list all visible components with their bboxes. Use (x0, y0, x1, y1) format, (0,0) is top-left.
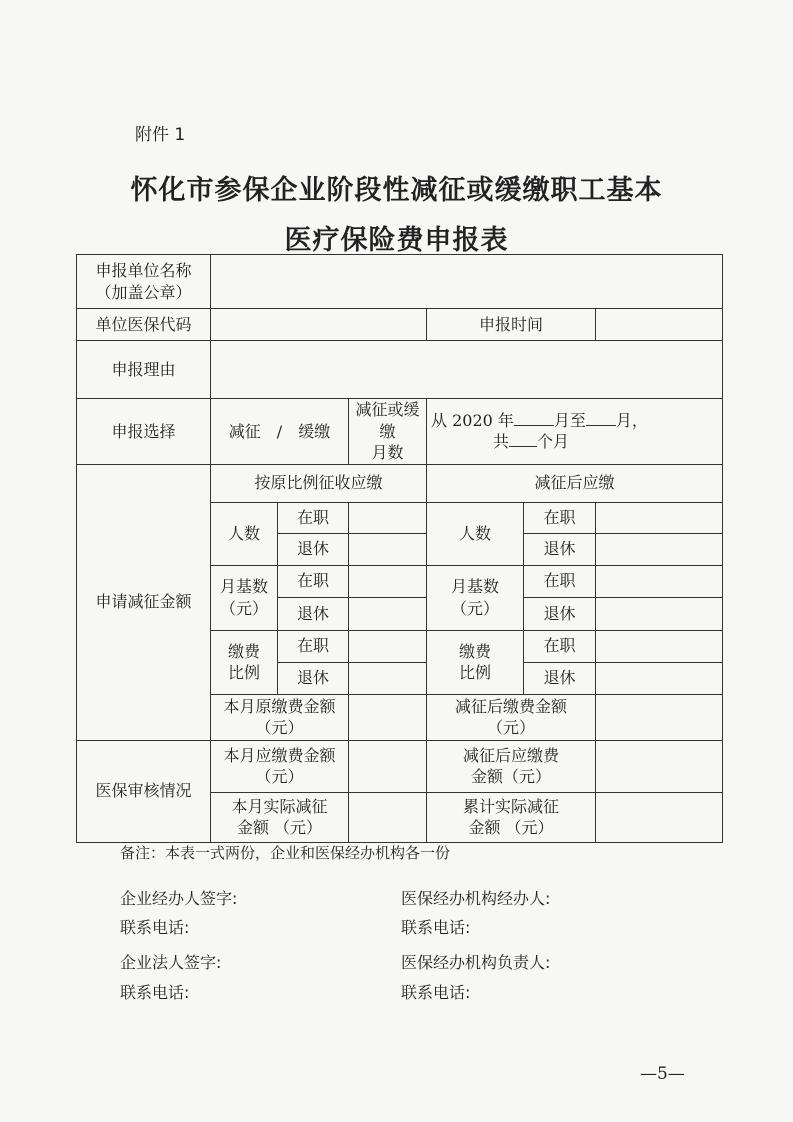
period-month-to: 月至 (553, 410, 586, 430)
orig-headcount-retired: 退休 (278, 533, 349, 565)
actual-label: 本月实际减征 金额 （元） (211, 792, 349, 842)
orig-base-retired: 退休 (278, 597, 349, 630)
report-time-field[interactable] (596, 309, 723, 341)
reduced-header: 减征后应缴 (427, 464, 723, 502)
insurer-agent-phone: 联系电话: (401, 918, 471, 937)
red-headcount-retired-field[interactable] (596, 533, 723, 565)
red-headcount-active-field[interactable] (596, 502, 723, 533)
orig-headcount-retired-field[interactable] (349, 533, 427, 565)
due-field[interactable] (349, 740, 427, 792)
original-header: 按原比例征收应缴 (211, 464, 427, 502)
report-time-label: 申报时间 (427, 309, 596, 341)
orig-amount-field[interactable] (349, 694, 427, 740)
orig-rate-label: 缴费 比例 (211, 630, 278, 694)
orig-base-label: 月基数 （元） (211, 565, 278, 630)
reduced-due-field[interactable] (596, 740, 723, 792)
apply-amount-label: 申请减征金额 (77, 464, 211, 740)
due-label: 本月应缴费金额 （元） (211, 740, 349, 792)
period-from: 从 2020 年 (431, 410, 514, 430)
unit-name-field[interactable] (211, 255, 723, 309)
agent-phone: 联系电话: (120, 918, 190, 937)
attachment-label: 附件 1 (135, 125, 186, 145)
orig-headcount-active: 在职 (278, 502, 349, 533)
period-month: 月， (615, 410, 648, 430)
period-field[interactable] (427, 399, 723, 465)
red-rate-active: 在职 (524, 630, 596, 662)
insurer-head: 医保经办机构负责人: (401, 953, 551, 972)
orig-rate-retired: 退休 (278, 662, 349, 694)
unit-code-field[interactable] (211, 309, 427, 341)
orig-base-retired-field[interactable] (349, 597, 427, 630)
red-base-retired-field[interactable] (596, 597, 723, 630)
reduced-amount-label: 减征后缴费金额 （元） (427, 694, 596, 740)
unit-name-label: 申报单位名称 （加盖公章） (77, 255, 211, 309)
red-headcount-label: 人数 (427, 502, 524, 565)
orig-rate-retired-field[interactable] (349, 662, 427, 694)
page-title-line1: 怀化市参保企业阶段性减征或缓缴职工基本 (130, 175, 663, 206)
red-base-active: 在职 (524, 565, 596, 597)
page-title-line2: 医疗保险费申报表 (284, 225, 509, 256)
choice-value[interactable]: 减征 / 缓缴 (211, 399, 349, 465)
agent-sign: 企业经办人签字: (120, 889, 238, 908)
orig-base-active: 在职 (278, 565, 349, 597)
red-rate-active-field[interactable] (596, 630, 723, 662)
period-months: 个月 (537, 432, 570, 452)
period-total: 共 (493, 432, 510, 452)
red-base-retired: 退休 (524, 597, 596, 630)
insurer-head-phone: 联系电话: (401, 983, 471, 1002)
choice-label: 申报选择 (77, 399, 211, 465)
cumulative-label: 累计实际减征 金额 （元） (427, 792, 596, 842)
unit-code-label: 单位医保代码 (77, 309, 211, 341)
red-headcount-retired: 退休 (524, 533, 596, 565)
orig-headcount-label: 人数 (211, 502, 278, 565)
red-base-active-field[interactable] (596, 565, 723, 597)
actual-field[interactable] (349, 792, 427, 842)
reduced-due-label: 减征后应缴费 金额（元） (427, 740, 596, 792)
declaration-form-table (76, 254, 723, 843)
reduced-amount-field[interactable] (596, 694, 723, 740)
reason-label: 申报理由 (77, 341, 211, 399)
red-base-label: 月基数 （元） (427, 565, 524, 630)
cumulative-field[interactable] (596, 792, 723, 842)
orig-amount-label: 本月原缴费金额 （元） (211, 694, 349, 740)
red-rate-retired-field[interactable] (596, 662, 723, 694)
red-rate-retired: 退休 (524, 662, 596, 694)
red-headcount-active: 在职 (524, 502, 596, 533)
legal-phone: 联系电话: (120, 983, 190, 1002)
orig-rate-active-field[interactable] (349, 630, 427, 662)
legal-sign: 企业法人签字: (120, 953, 222, 972)
months-label: 减征或缓缴 月数 (349, 399, 427, 465)
reason-field[interactable] (211, 341, 723, 399)
review-label: 医保审核情况 (77, 740, 211, 842)
orig-rate-active: 在职 (278, 630, 349, 662)
orig-base-active-field[interactable] (349, 565, 427, 597)
insurer-agent: 医保经办机构经办人: (401, 889, 551, 908)
orig-headcount-active-field[interactable] (349, 502, 427, 533)
page-number: —5— (640, 1064, 685, 1084)
red-rate-label: 缴费 比例 (427, 630, 524, 694)
remark-note: 备注：本表一式两份，企业和医保经办机构各一份 (120, 844, 451, 862)
